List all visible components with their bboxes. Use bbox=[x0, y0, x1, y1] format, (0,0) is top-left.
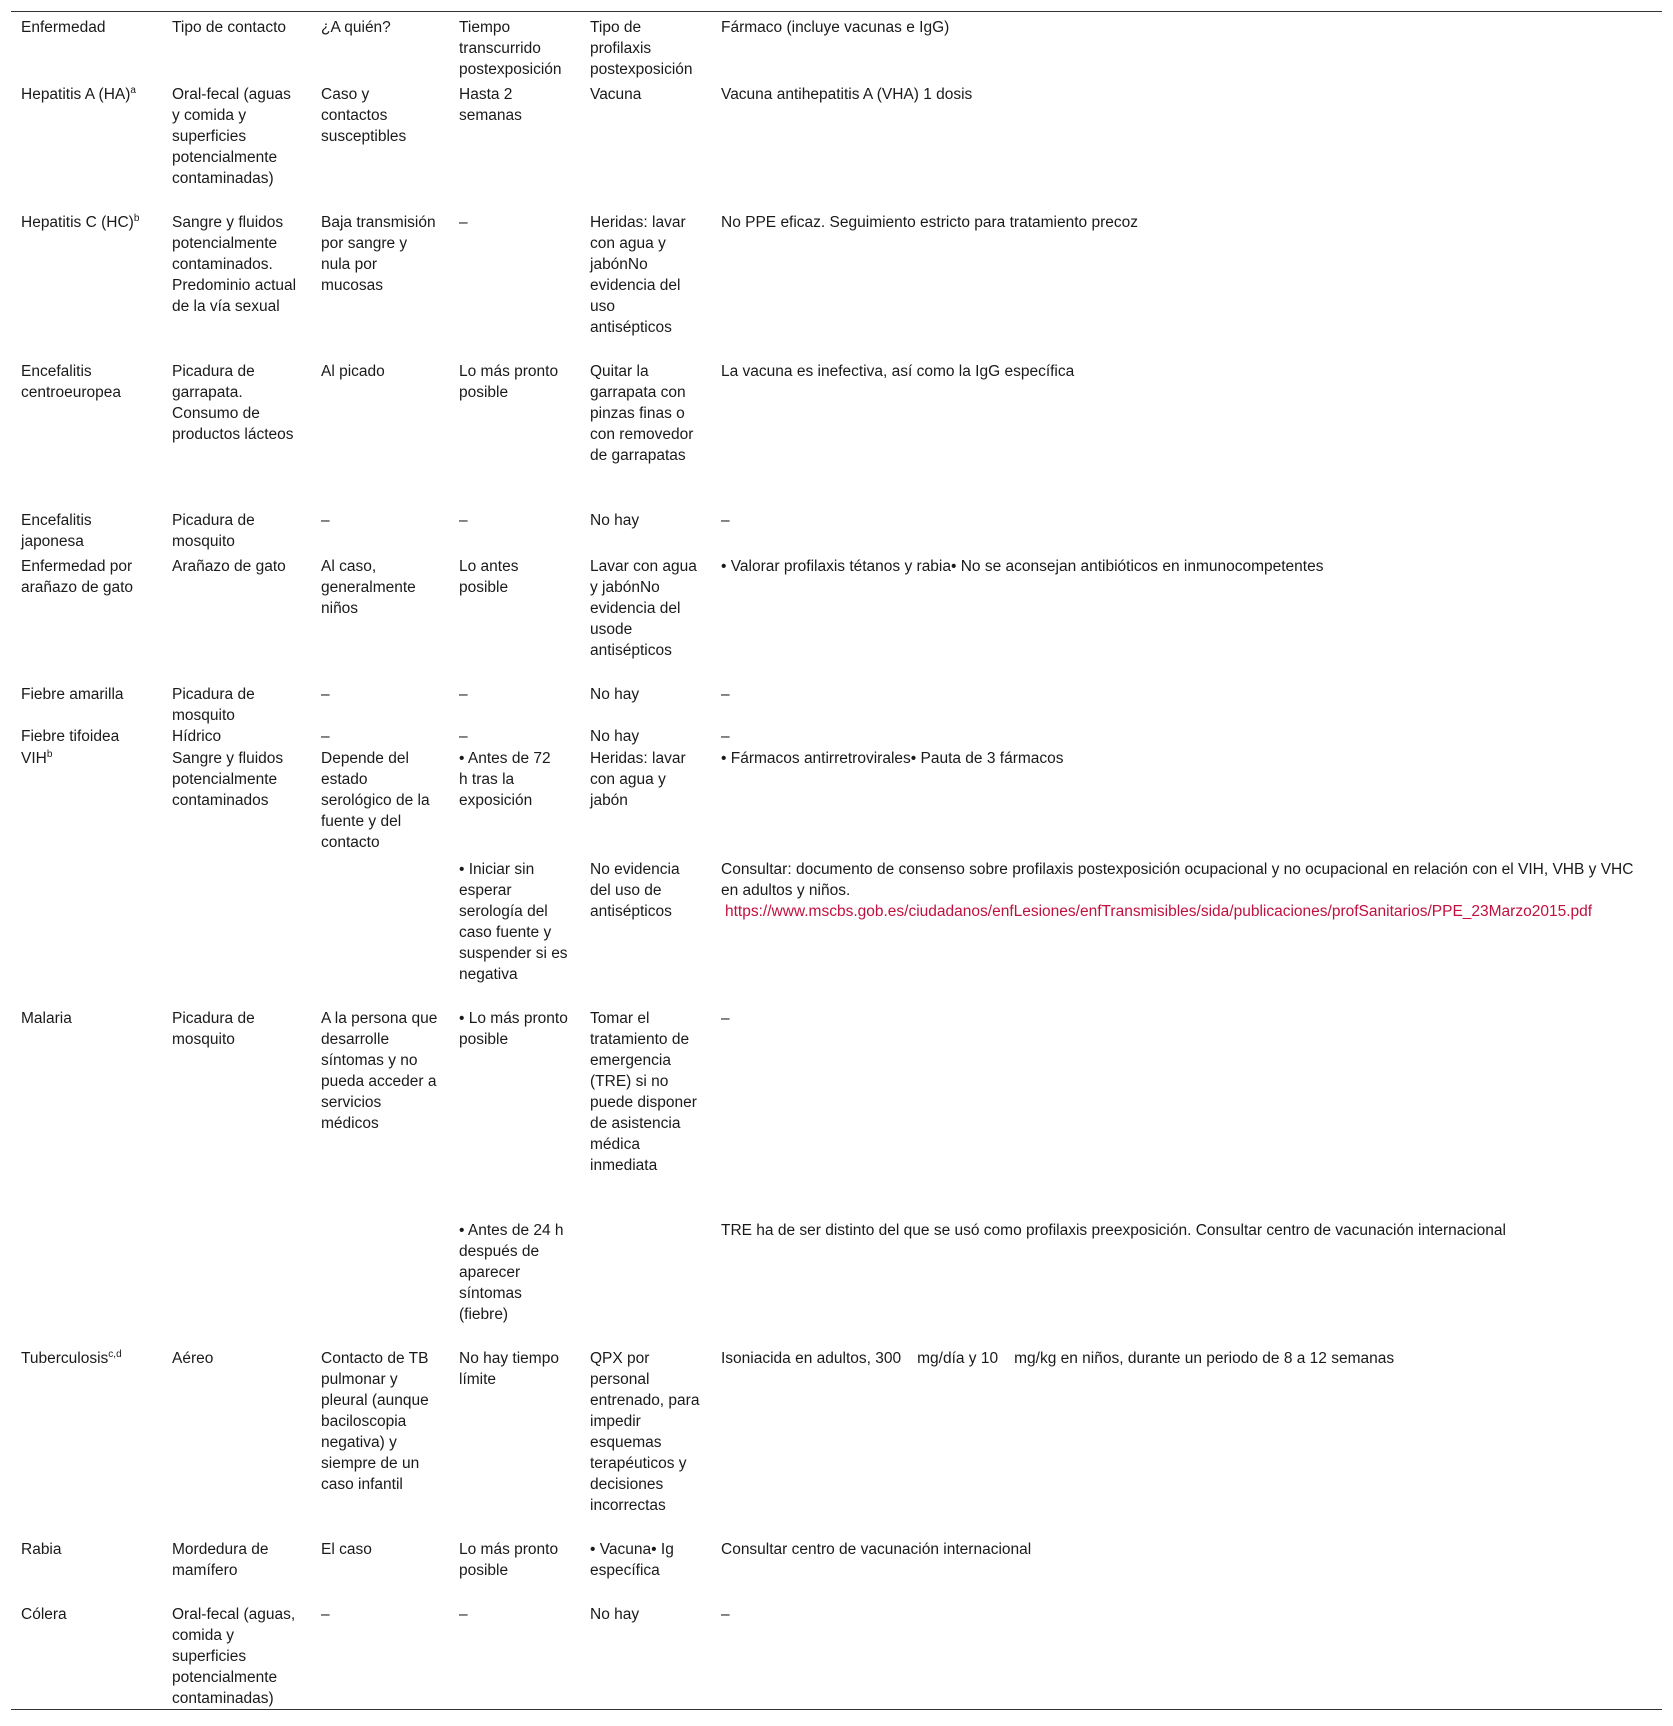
table-row bbox=[11, 748, 1662, 855]
table-row bbox=[11, 80, 1662, 208]
cell-type: No hay bbox=[590, 728, 640, 745]
table-row bbox=[11, 357, 1662, 506]
cell-type: Heridas: lavar con agua y jabón bbox=[590, 750, 686, 809]
cell-disease: VIH$^b$ bbox=[21, 748, 53, 767]
cell-time: – bbox=[459, 214, 468, 231]
cell-drug: • Valorar profilaxis tétanos y rabia• No se aconsejan antibióticos en inmunocompetentes bbox=[721, 558, 1324, 575]
cell-who: Al caso, generalmente niños bbox=[321, 558, 416, 617]
cell-disease: Encefalitis japonesa bbox=[21, 512, 92, 550]
cell-type: Tomar el tratamiento de emergencia (TRE) si no puede disponer de asistencia médica inmediata bbox=[590, 1010, 697, 1174]
cell-time: • Iniciar sin esperar serología del caso fuente y suspender si es negativa bbox=[459, 861, 568, 983]
cell-empty bbox=[162, 855, 311, 1004]
cell-disease: Cólera bbox=[21, 1606, 67, 1623]
cell-time: Lo antes posible bbox=[459, 558, 519, 596]
cell-type: QPX por personal entrenado, para impedir esquemas terapéuticos y decisiones incorrectas bbox=[590, 1350, 700, 1514]
cell-empty bbox=[11, 855, 162, 1004]
cell-drug: La vacuna es inefectiva, así como la IgG específica bbox=[721, 363, 1075, 380]
cell-drug: – bbox=[721, 1010, 730, 1027]
cell-who: – bbox=[321, 686, 330, 703]
cell-disease: Malaria bbox=[21, 1010, 72, 1027]
cell-disease: Tuberculosis$^{c,d}$ bbox=[21, 1348, 122, 1367]
table-row bbox=[11, 506, 1662, 552]
table-row bbox=[11, 680, 1662, 726]
cell-type: No hay bbox=[590, 686, 640, 703]
cell-type: Heridas: lavar con agua y jabónNo evidencia del uso antisépticos bbox=[590, 214, 686, 336]
cell-contact: Picadura de mosquito bbox=[172, 686, 255, 724]
prophylaxis-table bbox=[11, 11, 1662, 1710]
cell-drug: Consultar: documento de consenso sobre profilaxis postexposición ocupacional y no ocupacional en relación con el VIH, VHB y VHC en adultos y niños. https://www.mscbs.gob.es/ciudadanos/enfLesiones/enfTransmisibles/sida/publicaciones/profSanitarios/PPE_23Marzo2015.pdf bbox=[721, 861, 1634, 920]
cell-type: Vacuna bbox=[590, 86, 642, 103]
cell-contact: Arañazo de gato bbox=[172, 558, 286, 575]
footnote-mark: c,d bbox=[108, 1348, 122, 1360]
cell-drug: • Fármacos antirretrovirales• Pauta de 3 fármacos bbox=[721, 750, 1064, 767]
cell-disease: Encefalitis centroeuropea bbox=[21, 363, 121, 401]
cell-who: Baja transmisión por sangre y nula por mucosas bbox=[321, 214, 436, 294]
cell-drug: – bbox=[721, 686, 730, 703]
cell-time: Lo más pronto posible bbox=[459, 1541, 559, 1579]
cell-empty bbox=[580, 1216, 711, 1344]
cell-who: A la persona que desarrolle síntomas y no pueda acceder a servicios médicos bbox=[321, 1010, 438, 1132]
cell-type: Quitar la garrapata con pinzas finas o con removedor de garrapatas bbox=[590, 363, 694, 464]
cell-who: Caso y contactos susceptibles bbox=[321, 86, 407, 145]
cell-time: No hay tiempo límite bbox=[459, 1350, 559, 1388]
cell-type: • Vacuna• Ig específica bbox=[590, 1541, 674, 1579]
cell-empty bbox=[311, 1216, 449, 1344]
table-row bbox=[11, 1004, 1662, 1216]
header-tiempo: Tiempo transcurrido postexposición bbox=[459, 19, 562, 78]
cell-disease: Enfermedad por arañazo de gato bbox=[21, 558, 134, 596]
table-row bbox=[11, 1600, 1662, 1710]
cell-contact: Aéreo bbox=[172, 1350, 214, 1367]
cell-contact: Picadura de mosquito bbox=[172, 512, 255, 550]
cell-time: • Lo más pronto posible bbox=[459, 1010, 568, 1048]
cell-disease: Fiebre amarilla bbox=[21, 686, 124, 703]
header-tipo-contacto: Tipo de contacto bbox=[172, 19, 287, 36]
cell-disease: Rabia bbox=[21, 1541, 62, 1558]
cell-disease: Hepatitis A (HA)$^a$ bbox=[21, 84, 136, 103]
header-a-quien: ¿A quién? bbox=[321, 19, 391, 36]
cell-type: No evidencia del uso de antisépticos bbox=[590, 861, 680, 920]
cell-drug: – bbox=[721, 1606, 730, 1623]
table-row bbox=[11, 1344, 1662, 1535]
footnote-mark: b bbox=[46, 748, 53, 760]
header-enfermedad: Enfermedad bbox=[21, 19, 106, 36]
cell-contact: Sangre y fluidos potencialmente contaminados. Predominio actual de la vía sexual bbox=[172, 214, 297, 315]
table-row bbox=[11, 208, 1662, 357]
ppe-document-link[interactable]: https://www.mscbs.gob.es/ciudadanos/enfLesiones/enfTransmisibles/sida/publicaciones/profSanitarios/PPE_23Marzo2015.pdf bbox=[725, 903, 1593, 920]
header-tipo-profilaxis: Tipo de profilaxis postexposición bbox=[590, 19, 693, 78]
cell-contact: Sangre y fluidos potencialmente contaminados bbox=[172, 750, 284, 809]
footnote-mark: b bbox=[133, 212, 140, 224]
cell-contact: Oral-fecal (aguas, comida y superficies potencialmente contaminadas) bbox=[172, 1606, 296, 1707]
cell-empty bbox=[162, 1216, 311, 1344]
cell-drug: – bbox=[721, 728, 730, 745]
cell-contact: Oral-fecal (aguas y comida y superficies potencialmente contaminadas) bbox=[172, 86, 291, 187]
table-header-row bbox=[11, 12, 1662, 81]
cell-contact: Picadura de mosquito bbox=[172, 1010, 255, 1048]
cell-type: No hay bbox=[590, 512, 640, 529]
cell-time: • Antes de 24 h después de aparecer síntomas (fiebre) bbox=[459, 1222, 564, 1323]
cell-contact: Hídrico bbox=[172, 728, 222, 745]
cell-disease: Hepatitis C (HC)$^b$ bbox=[21, 212, 140, 231]
cell-drug: Isoniacida en adultos, 300 mg/día y 10 mg/kg en niños, durante un periodo de 8 a 12 semanas bbox=[721, 1350, 1395, 1367]
cell-drug: TRE ha de ser distinto del que se usó como profilaxis preexposición. Consultar centro de vacunación internacional bbox=[721, 1222, 1506, 1239]
cell-time: – bbox=[459, 512, 468, 529]
cell-who: – bbox=[321, 512, 330, 529]
cell-drug: Vacuna antihepatitis A (VHA) 1 dosis bbox=[721, 86, 973, 103]
table-row bbox=[11, 1535, 1662, 1600]
cell-time: Hasta 2 semanas bbox=[459, 86, 522, 124]
cell-time: – bbox=[459, 1606, 468, 1623]
cell-who: – bbox=[321, 1606, 330, 1623]
cell-who: Contacto de TB pulmonar y pleural (aunque baciloscopia negativa) y siempre de un caso infantil bbox=[321, 1350, 429, 1493]
cell-empty bbox=[11, 1216, 162, 1344]
cell-empty bbox=[311, 855, 449, 1004]
cell-disease: Fiebre tifoidea bbox=[21, 728, 120, 745]
cell-who: Al picado bbox=[321, 363, 385, 380]
table-row bbox=[11, 552, 1662, 680]
cell-type: No hay bbox=[590, 1606, 640, 1623]
cell-drug: – bbox=[721, 512, 730, 529]
table-row bbox=[11, 726, 1662, 748]
cell-type: Lavar con agua y jabónNo evidencia del usode antisépticos bbox=[590, 558, 697, 659]
table-row bbox=[11, 1216, 1662, 1344]
footnote-mark: a bbox=[130, 84, 136, 96]
cell-time: • Antes de 72h tras la exposición bbox=[459, 750, 551, 809]
cell-who: Depende del estado serológico de la fuente y del contacto bbox=[321, 750, 430, 851]
cell-contact: Picadura de garrapata. Consumo de productos lácteos bbox=[172, 363, 294, 443]
table-container bbox=[11, 11, 1662, 1710]
cell-time: – bbox=[459, 686, 468, 703]
cell-drug: Consultar centro de vacunación internacional bbox=[721, 1541, 1032, 1558]
cell-drug: No PPE eficaz. Seguimiento estricto para tratamiento precoz bbox=[721, 214, 1138, 231]
cell-who: – bbox=[321, 728, 330, 745]
header-farmaco: Fármaco (incluye vacunas e IgG) bbox=[721, 19, 950, 36]
table-row bbox=[11, 855, 1662, 1004]
cell-time: – bbox=[459, 728, 468, 745]
cell-contact: Mordedura de mamífero bbox=[172, 1541, 269, 1579]
cell-who: El caso bbox=[321, 1541, 372, 1558]
cell-time: Lo más pronto posible bbox=[459, 363, 559, 401]
